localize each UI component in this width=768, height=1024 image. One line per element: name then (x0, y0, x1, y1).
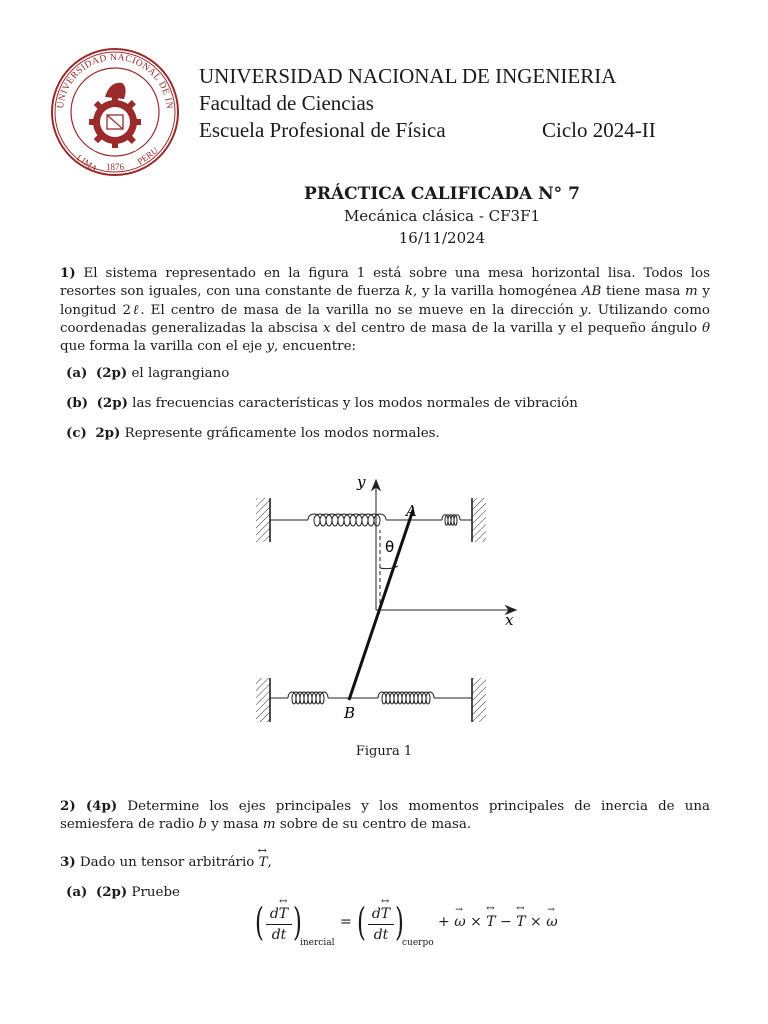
spring-top-left (270, 514, 416, 526)
problem-1-item-a: (a) (2p) el lagrangiano (66, 365, 230, 381)
spring-bottom-left (270, 692, 350, 704)
cycle-label: Ciclo 2024-II (542, 118, 656, 142)
tensor-symbol: T (258, 855, 268, 870)
exam-title: PRÁCTICA CALIFICADA N° 7 (304, 184, 580, 204)
tensor-derivative-equation: ( ↔ dT dt ) inercial = ( ↔ dT dt ) cuerpo + → ω × ↔ T − ↔ T × → ω (254, 896, 558, 948)
problem-1-statement: 1) El sistema representado en la figura 1 está sobre una mesa horizontal lisa. Todos los resortes son iguales, con una constante de fuerza k, y la varilla homogénea AB tiene masa m y longitud 2ℓ. El centro de masa de la varilla no se mueve en la dirección y. Utilizando como coordenadas generalizadas la abscisa x del centro de masa de la varilla y el pequeño ángulo θ que forma la varilla con el eje y, encuentre: (60, 265, 710, 355)
problem-2-number: 2) (60, 798, 76, 814)
problem-3-statement: 3) Dado un tensor arbitrário ↔ T, (60, 844, 272, 870)
seal-left-text: LIMA (74, 152, 100, 174)
exam-date: 16/11/2024 (398, 229, 486, 247)
wall-top-right (472, 498, 486, 542)
school-name: Escuela Profesional de Física (199, 118, 446, 142)
problem-2-points: (4p) (85, 798, 118, 814)
wall-top-left (256, 498, 270, 542)
figure-caption: Figura 1 (355, 744, 413, 759)
course-name: Mecánica clásica - CF3F1 (343, 207, 541, 225)
problem-3-number: 3) (60, 854, 76, 870)
spring-bottom-right (350, 692, 472, 704)
wall-bottom-left (256, 678, 270, 722)
equation-rhs: + → ω × ↔ T − ↔ T × → ω (438, 903, 558, 930)
figure-1 (250, 470, 530, 730)
seal-year: 1876 (106, 162, 124, 172)
point-b-label: B (344, 704, 356, 722)
university-seal (50, 47, 180, 177)
university-name: UNIVERSIDAD NACIONAL DE INGENIERIA (199, 64, 617, 88)
problem-3-item-a: (a) (2p) Pruebe (66, 884, 180, 900)
seal-motto: SCIENTIA ET LABOR (93, 147, 137, 152)
problem-1-number: 1) (60, 265, 76, 281)
point-a-label: A (406, 502, 417, 520)
helmet-icon (105, 83, 126, 99)
y-axis-label: y (357, 473, 366, 491)
spring-top-right (416, 515, 472, 526)
seal-ring-text: UNIVERSIDAD NACIONAL DE IN (56, 52, 175, 110)
rod-ab (349, 510, 413, 700)
problem-2-statement: 2) (4p) Determine los ejes principales y los momentos principales de inercia de una semiesfera de radio b y masa m sobre de su centro de masa. (60, 798, 710, 833)
x-axis-label: x (505, 611, 514, 629)
problem-1-item-c: (c) 2p) Represente gráficamente los modos normales. (66, 425, 440, 441)
subscript-inercial: inercial (300, 938, 335, 948)
wall-bottom-right (472, 678, 486, 722)
tensor-arrow: ↔ (257, 844, 267, 857)
subscript-cuerpo: cuerpo (402, 938, 434, 948)
theta-label: θ (385, 538, 395, 556)
seal-right-text: PERU (135, 145, 161, 167)
problem-1-item-b: (b) (2p) las frecuencias características y los modos normales de vibración (66, 395, 578, 411)
faculty-name: Facultad de Ciencias (199, 91, 374, 115)
